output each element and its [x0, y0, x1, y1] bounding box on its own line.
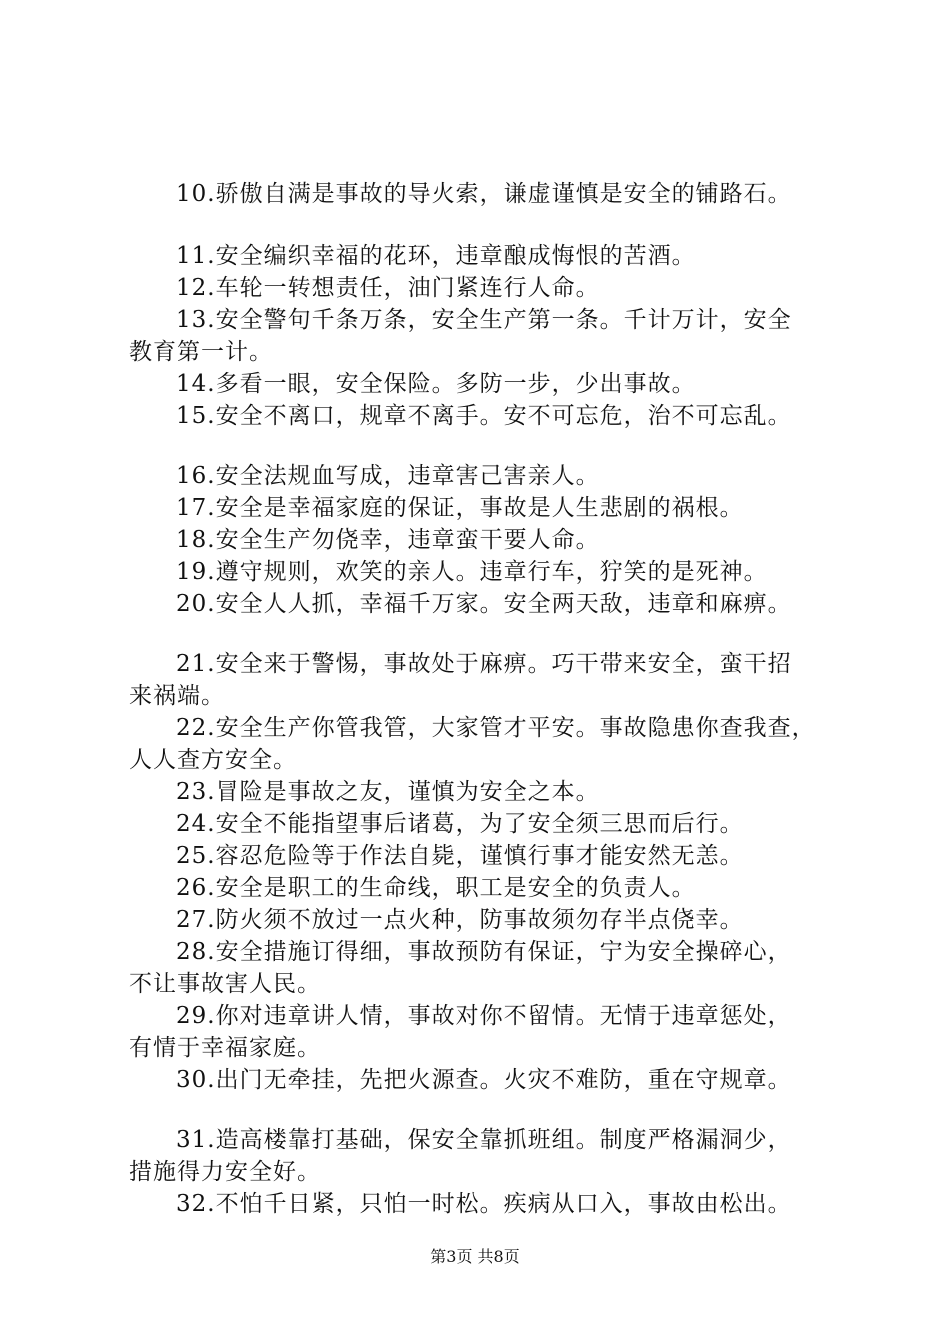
- slogan-line: 32.不怕千日紧，只怕一时松。疾病从口入，事故由松出。: [176, 1191, 792, 1217]
- slogan-line: 20.安全人人抓，幸福千万家。安全两天敌，违章和麻痹。: [176, 591, 792, 617]
- slogan-item-21: [129, 648, 841, 712]
- slogan-line: 19.遵守规则，欢笑的亲人。违章行车，狞笑的是死神。: [176, 559, 768, 585]
- slogan-item-26: [129, 872, 841, 904]
- slogan-item-23: [129, 776, 841, 808]
- slogan-item-12: [129, 272, 841, 304]
- slogan-line: 14.多看一眼，安全保险。多防一步，少出事故。: [176, 371, 696, 397]
- slogan-item-15: [129, 400, 841, 432]
- slogan-item-28: [129, 936, 841, 1000]
- slogan-item-16: [129, 460, 841, 492]
- slogan-item-10: [129, 178, 841, 210]
- slogan-line: 15.安全不离口，规章不离手。安不可忘危，治不可忘乱。: [176, 403, 792, 429]
- slogan-line: 30.出门无牵挂，先把火源查。火灾不难防，重在守规章。: [176, 1067, 792, 1093]
- slogan-line: 12.车轮一转想责任，油门紧连行人命。: [176, 275, 600, 301]
- slogan-line: 25.容忍危险等于作法自毙，谨慎行事才能安然无恙。: [176, 843, 744, 869]
- slogan-item-22: [129, 712, 841, 776]
- slogan-line: 28.安全措施订得细，事故预防有保证，宁为安全操碎心，: [176, 939, 792, 965]
- slogan-item-30: [129, 1064, 841, 1096]
- slogan-item-14: [129, 368, 841, 400]
- slogan-line-continuation: 教育第一计。: [129, 339, 273, 365]
- slogan-item-20: [129, 588, 841, 620]
- slogan-line: 13.安全警句千条万条，安全生产第一条。千计万计，安全: [176, 307, 792, 333]
- slogan-item-24: [129, 808, 841, 840]
- slogan-item-27: [129, 904, 841, 936]
- slogan-line: 17.安全是幸福家庭的保证，事故是人生悲剧的祸根。: [176, 495, 744, 521]
- slogan-line: 29.你对违章讲人情，事故对你不留情。无情于违章惩处，: [176, 1003, 792, 1029]
- slogan-item-32: [129, 1188, 841, 1220]
- slogan-line: 27.防火须不放过一点火种，防事故须勿存半点侥幸。: [176, 907, 744, 933]
- slogan-line-continuation: 措施得力安全好。: [129, 1159, 321, 1185]
- slogan-line: 26.安全是职工的生命线，职工是安全的负责人。: [176, 875, 696, 901]
- slogan-item-29: [129, 1000, 841, 1064]
- slogan-item-25: [129, 840, 841, 872]
- slogan-line: 31.造高楼靠打基础，保安全靠抓班组。制度严格漏洞少，: [176, 1127, 792, 1153]
- slogan-item-31: [129, 1124, 841, 1188]
- slogan-line: 11.安全编织幸福的花环，违章酿成悔恨的苦酒。: [176, 243, 696, 269]
- slogan-item-11: [129, 240, 841, 272]
- slogan-line-continuation: 来祸端。: [129, 683, 225, 709]
- slogan-line-continuation: 不让事故害人民。: [129, 971, 321, 997]
- document-body: [129, 178, 841, 1220]
- slogan-item-17: [129, 492, 841, 524]
- slogan-item-13: [129, 304, 841, 368]
- slogan-line: 22.安全生产你管我管，大家管才平安。事故隐患你查我查，: [176, 715, 816, 741]
- slogan-line-continuation: 有情于幸福家庭。: [129, 1035, 321, 1061]
- slogan-line: 16.安全法规血写成，违章害己害亲人。: [176, 463, 600, 489]
- slogan-item-18: [129, 524, 841, 556]
- slogan-line-continuation: 人人查方安全。: [129, 747, 297, 773]
- page-number-footer: 第3页 共8页: [430, 1247, 520, 1266]
- slogan-line: 10.骄傲自满是事故的导火索，谦虚谨慎是安全的铺路石。: [176, 181, 792, 207]
- slogan-item-19: [129, 556, 841, 588]
- slogan-line: 24.安全不能指望事后诸葛，为了安全须三思而后行。: [176, 811, 744, 837]
- slogan-line: 18.安全生产勿侥幸，违章蛮干要人命。: [176, 527, 600, 553]
- slogan-line: 23.冒险是事故之友，谨慎为安全之本。: [176, 779, 600, 805]
- slogan-line: 21.安全来于警惕，事故处于麻痹。巧干带来安全，蛮干招: [176, 651, 792, 677]
